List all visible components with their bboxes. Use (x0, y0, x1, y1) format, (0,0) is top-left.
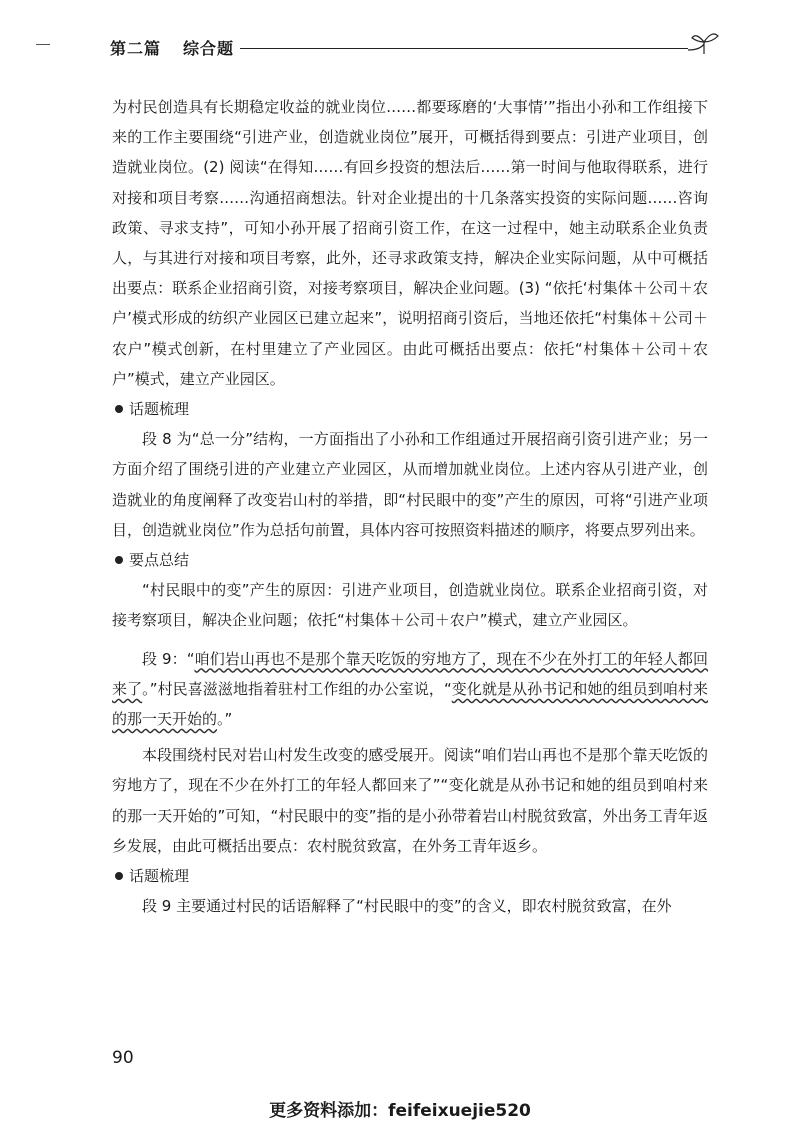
paragraph-1: 为村民创造具有长期稳定收益的就业岗位……都要琢磨的‘大事情’”指出小孙和工作组接下来的工作主要围绕“引进产业，创造就业岗位”展开，可概括得到要点：引进产业项目，创造就业岗位。(2) 阅读“在得知……有回乡投资的想法后……第一时间与他取得联系，进行对接和项目考察……沟通招商想法。针对企业提出的十几条落实投资的实际问题……咨询政策、寻求支持”，可知小孙开展了招商引资工作，在这一过程中，她主动联系企业负责人，与其进行对接和项目考察，此外，还寻求政策支持，解决企业实际问题，从中可概括出要点：联系企业招商引资，对接考察项目，解决企业问题。(3) “依托‘村集体＋公司＋农户’模式形成的纺织产业园区已建立起来”，说明招商引资后，当地还依托“村集体＋公司＋农户”模式创新，在村里建立了产业园区。由此可概括出要点：依托“村集体＋公司＋农户”模式，建立产业园区。 (112, 98, 708, 388)
header-title (110, 36, 256, 59)
header-section: 综合题 (183, 39, 235, 58)
paragraph-2: 段 8 为“总一分”结构，一方面指出了小孙和工作组通过开展招商引资引进产业；另一方面介绍了围绕引进的产业建立产业园区，从而增加就业岗位。上述内容从引进产业，创造就业的角度阐释了改变岩山村的举措，即“村民眼中的变”产生的原因，可将“引进产业项目，创造就业岗位”作为总括句前置，具体内容可按照资料描述的顺序，将要点罗列出来。 (112, 430, 708, 539)
bullet-icon (115, 556, 123, 564)
bullet-icon (115, 872, 123, 880)
quote-underlined-2: 变化就是从孙书记和她的组员到咱村来的那一天开始的 (112, 679, 708, 729)
paragraph-6: 段 9 主要通过村民的话语解释了“村民眼中的变”的含义，即农村脱贫致富，在外 (142, 897, 672, 916)
quote-end: 。” (217, 710, 233, 729)
topic-label: 要点总结 (129, 551, 190, 570)
footer-text: 更多资料添加：feifeixuejie520 (269, 1101, 531, 1121)
topic-heading-2 (112, 545, 708, 575)
body-content (112, 92, 708, 921)
topic-label: 话题梳理 (129, 867, 190, 886)
quote-intro: 段 9：“ (142, 649, 195, 668)
topic-label: 话题梳理 (129, 400, 190, 419)
header-dash (36, 44, 50, 45)
quote-underlined-1: 咱们岩山再也不是那个靠天吃饭的穷地方了，现在不少在外打工的年轻人都回来了 (112, 649, 708, 698)
page-header (0, 22, 800, 62)
header-rule (240, 48, 688, 49)
paragraph-3: “村民眼中的变”产生的原因：引进产业项目，创造就业岗位。联系企业招商引资，对接考察项目，解决企业问题；依托“村集体＋公司＋农户”模式，建立产业园区。 (112, 581, 708, 630)
quote-middle: 。”村民喜滋滋地指着驻村工作组的办公室说，“ (142, 679, 452, 698)
paragraph-4-quote (112, 644, 708, 735)
sprout-icon (686, 30, 722, 56)
topic-heading-1 (112, 394, 708, 424)
topic-heading-3 (112, 861, 708, 891)
paragraph-5: 本段围绕村民对岩山村发生改变的感受展开。阅读“咱们岩山再也不是那个靠天吃饭的穷地方了，现在不少在外打工的年轻人都回来了”“变化就是从孙书记和她的组员到咱村来的那一天开始的”可知，“村民眼中的变”指的是小孙带着岩山村脱贫致富，外出务工青年返乡发展，由此可概括出要点：农村脱贫致富，在外务工青年返乡。 (112, 746, 708, 855)
header-part: 第二篇 (110, 39, 162, 58)
bullet-icon (115, 405, 123, 413)
page-number: 90 (112, 1048, 134, 1068)
